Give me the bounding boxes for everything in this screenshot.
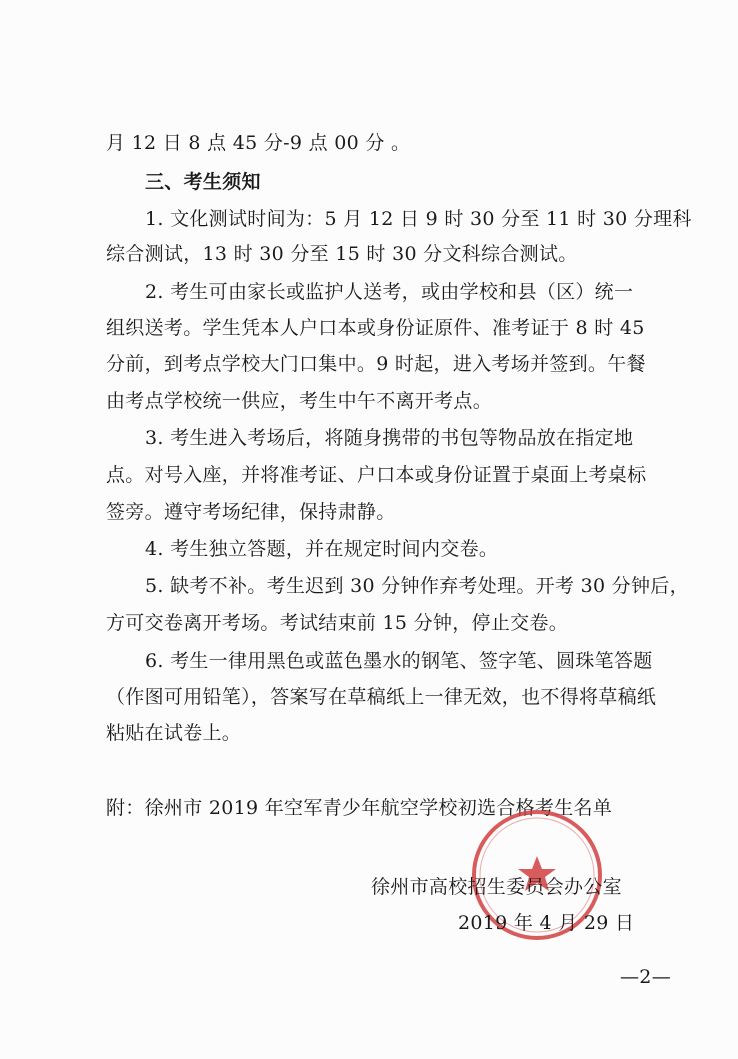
text-line-date: 月 12 日 8 点 45 分-9 点 00 分 。 <box>106 132 411 154</box>
page-number: —2— <box>620 966 671 988</box>
signature-organization: 徐州市高校招生委员会办公室 <box>371 876 622 898</box>
text-line: 签旁。遵守考场纪律，保持肃静。 <box>106 501 396 523</box>
text-line: 点。对号入座，并将准考证、户口本或身份证置于桌面上考桌标 <box>106 464 647 486</box>
text-line: 5. 缺考不补。考生迟到 30 分钟作弃考处理。开考 30 分钟后， <box>145 575 689 597</box>
text-line: 1. 文化测试时间为：5 月 12 日 9 时 30 分至 11 时 30 分理科 <box>145 208 692 230</box>
text-line: 2. 考生可由家长或监护人送考，或由学校和县（区）统一 <box>145 281 634 303</box>
text-line: 分前，到考点学校大门口集中。9 时起，进入考场并签到。午餐 <box>106 353 646 375</box>
text-line: 组织送考。学生凭本人户口本或身份证原件、准考证于 8 时 45 <box>106 317 645 339</box>
text-line: （作图可用铅笔），答案写在草稿纸上一律无效，也不得将草稿纸 <box>106 686 657 708</box>
text-line: 综合测试，13 时 30 分至 15 时 30 分文科综合测试。 <box>106 243 578 265</box>
text-line: 6. 考生一律用黑色或蓝色墨水的钢笔、签字笔、圆珠笔答题 <box>145 650 653 672</box>
signature-date: 2019 年 4 月 29 日 <box>458 912 635 934</box>
attachment-note: 附：徐州市 2019 年空军青少年航空学校初选合格考生名单 <box>106 797 613 819</box>
text-line: 3. 考生进入考场后，将随身携带的书包等物品放在指定地 <box>145 427 634 449</box>
section-heading: 三、考生须知 <box>145 171 261 193</box>
text-line: 4. 考生独立答题，并在规定时间内交卷。 <box>145 538 499 560</box>
text-line: 方可交卷离开考场。考试结束前 15 分钟，停止交卷。 <box>106 612 569 634</box>
text-line: 粘贴在试卷上。 <box>106 722 242 744</box>
text-line: 由考点学校统一供应，考生中午不离开考点。 <box>106 390 493 412</box>
